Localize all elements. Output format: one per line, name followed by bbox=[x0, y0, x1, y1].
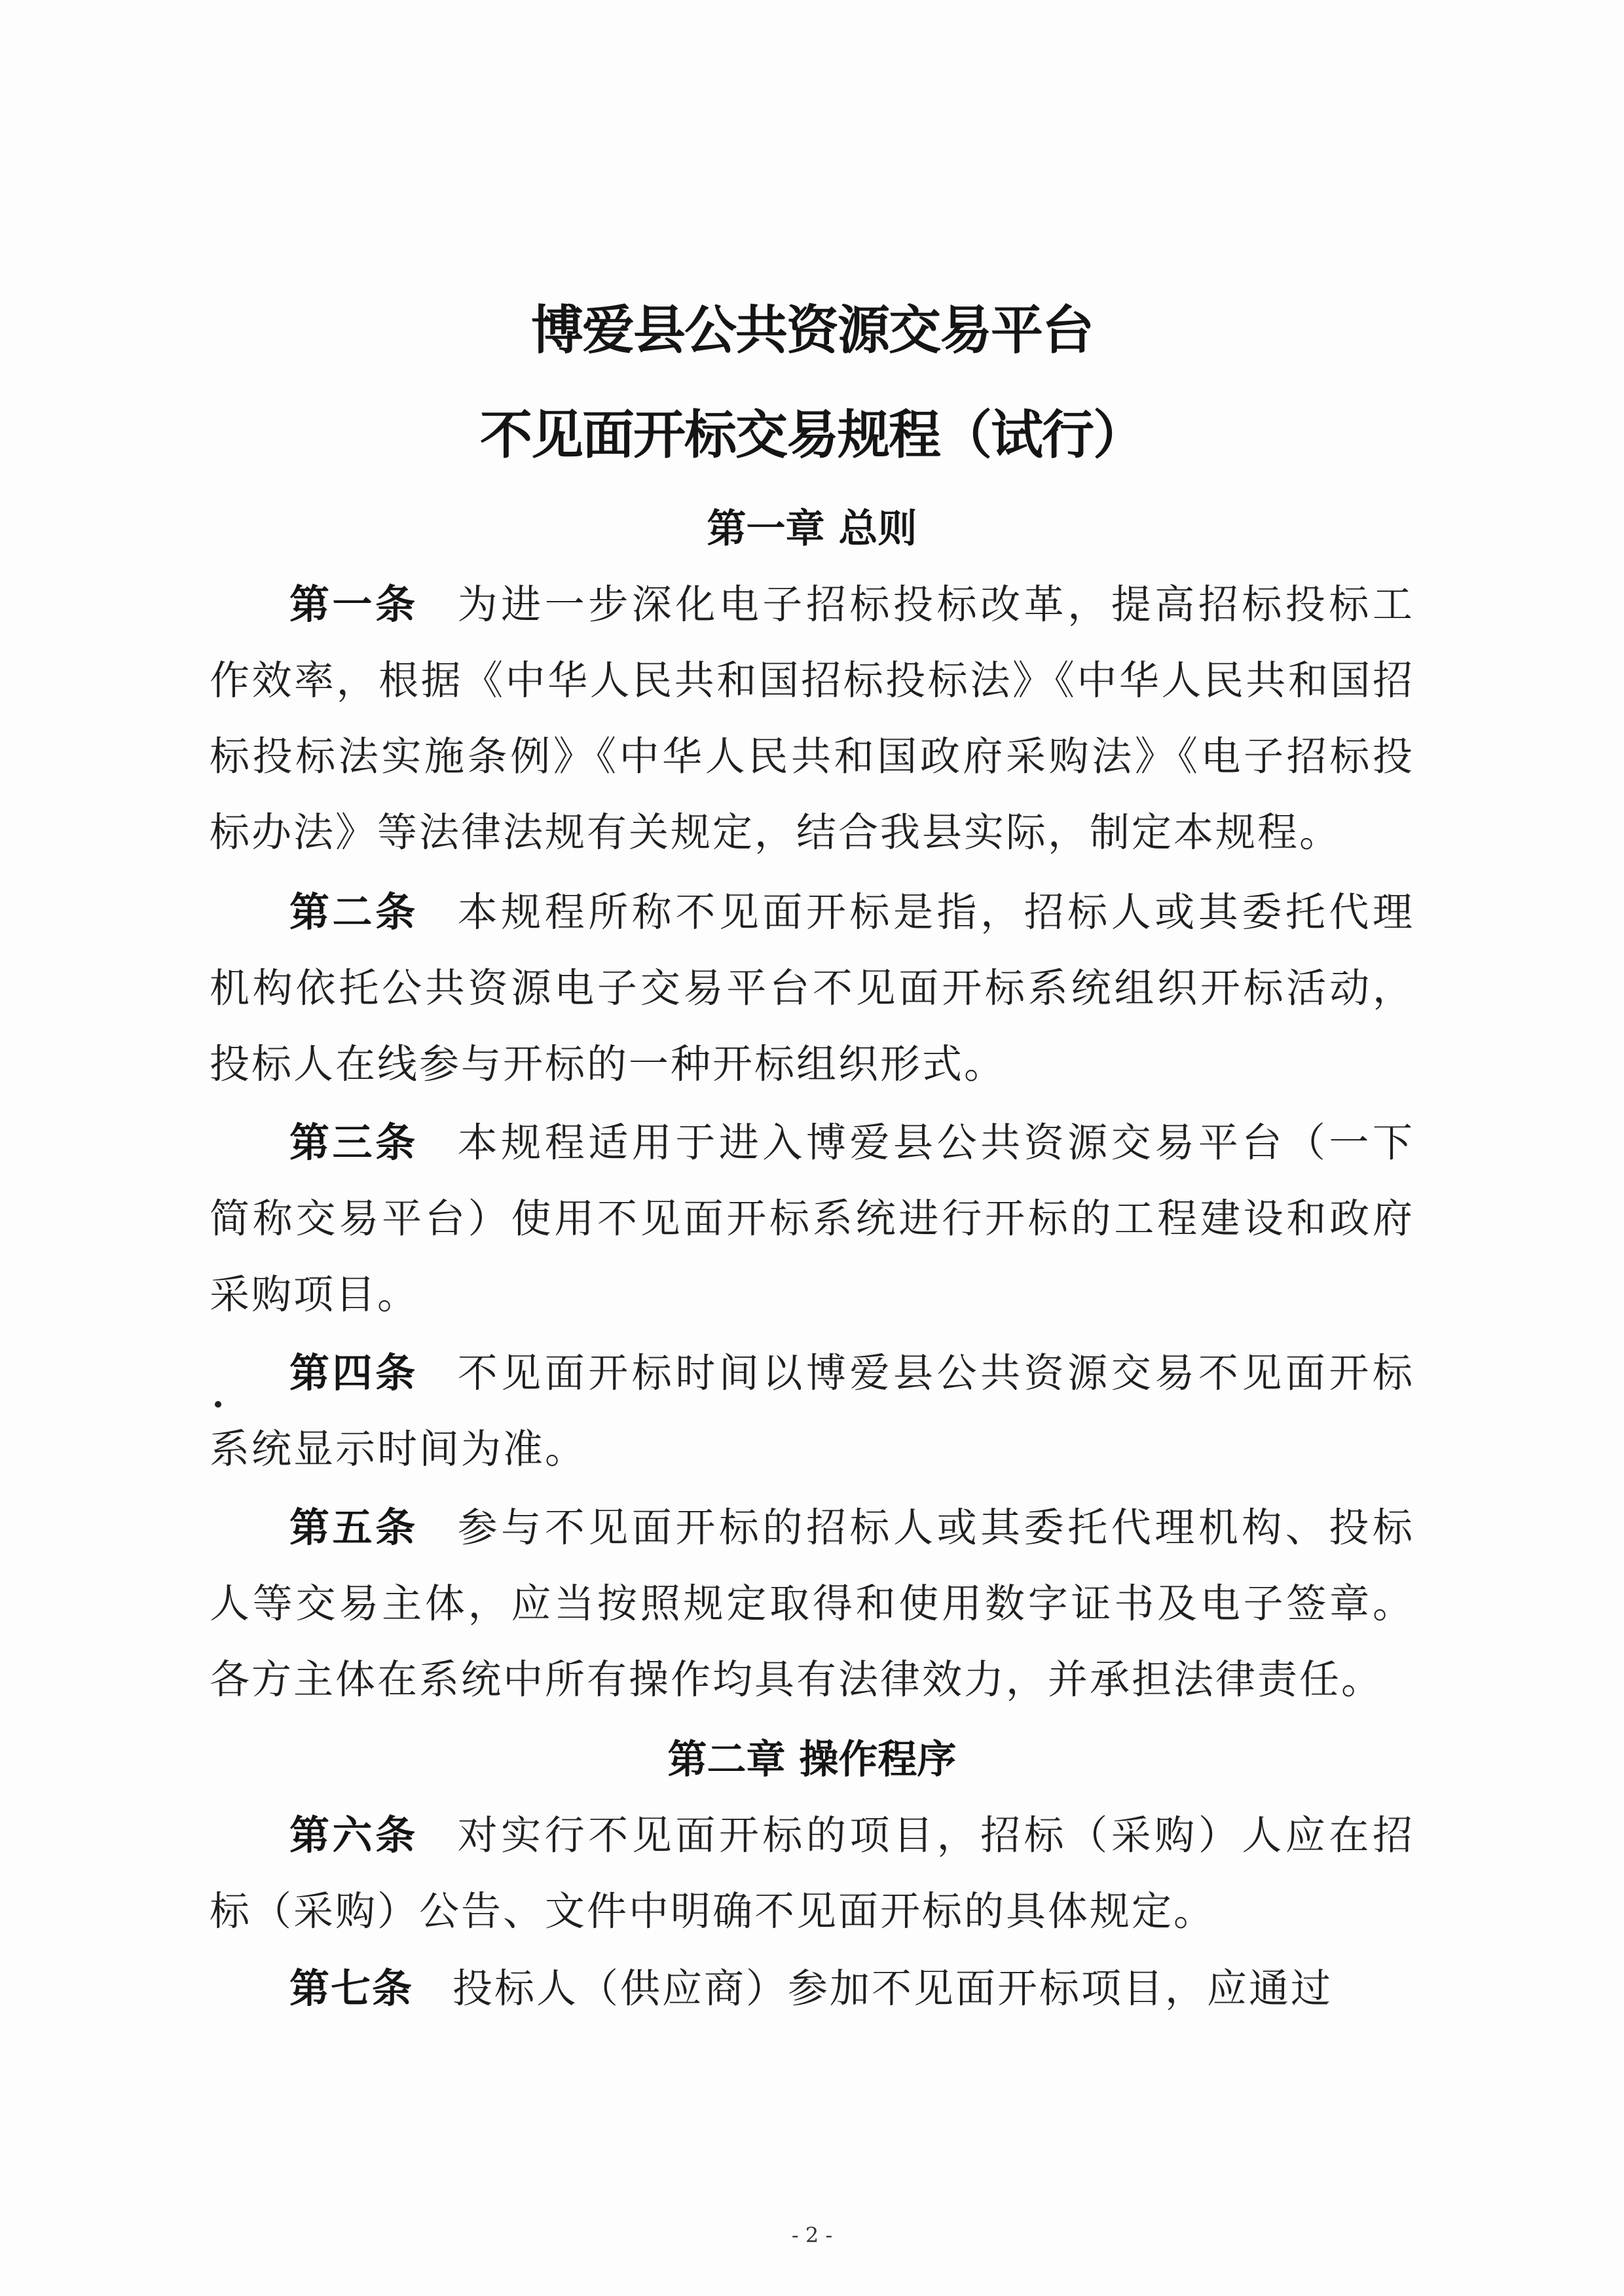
document-title-line-2: 不见面开标交易规程（试行） bbox=[480, 405, 1144, 465]
article-text: 本规程所称不见面开标是指，招标人或其委托代理机构依托公共资源电子交易平台不见面开标系统组织开标活动，投标人在线参与开标的一种开标组织形式。 bbox=[210, 889, 1414, 1087]
article-5 bbox=[210, 1490, 1414, 1718]
article-text: 不见面开标时间以博爱县公共资源交易不见面开标系统显示时间为准。 bbox=[210, 1350, 1414, 1472]
article-3 bbox=[210, 1105, 1414, 1333]
article-4 bbox=[210, 1336, 1414, 1487]
document-title-line-1: 博爱县公共资源交易平台 bbox=[531, 300, 1093, 361]
article-2 bbox=[210, 875, 1414, 1102]
article-label: 第四条 bbox=[289, 1350, 418, 1396]
article-text: 参与不见面开标的招标人或其委托代理机构、投标人等交易主体，应当按照规定取得和使用数字证书及电子签章。各方主体在系统中所有操作均具有法律效力，并承担法律责任。 bbox=[210, 1504, 1414, 1703]
article-1 bbox=[210, 567, 1414, 871]
article-text: 本规程适用于进入博爱县公共资源交易平台（一下简称交易平台）使用不见面开标系统进行开标的工程建设和政府采购项目。 bbox=[210, 1120, 1414, 1318]
article-text: 对实行不见面开标的项目，招标（采购）人应在招标（采购）公告、文件中明确不见面开标的具体规定。 bbox=[210, 1812, 1414, 1935]
article-label: 第二条 bbox=[289, 889, 418, 936]
article-label: 第五条 bbox=[289, 1504, 418, 1551]
article-7 bbox=[210, 1951, 1414, 2027]
article-text: 投标人（供应商）参加不见面开标项目，应通过 bbox=[452, 1965, 1333, 2012]
chapter-heading-general: 第一章 总则 bbox=[707, 506, 917, 552]
article-label: 第六条 bbox=[289, 1812, 418, 1859]
article-label: 第三条 bbox=[289, 1120, 418, 1166]
article-text: 为进一步深化电子招标投标改革，提高招标投标工作效率，根据《中华人民共和国招标投标法》《中华人民共和国招标投标法实施条例》《中华人民共和国政府采购法》《电子招标投标办法》等法律法规有关规定，结合我县实际，制定本规程。 bbox=[210, 581, 1414, 856]
scan-speck bbox=[215, 1401, 221, 1408]
chapter-heading-procedures: 第二章 操作程序 bbox=[667, 1737, 957, 1783]
page-number: - 2 - bbox=[791, 2223, 833, 2248]
article-6 bbox=[210, 1798, 1414, 1950]
article-label: 第一条 bbox=[289, 581, 418, 628]
article-label: 第七条 bbox=[289, 1965, 414, 2012]
